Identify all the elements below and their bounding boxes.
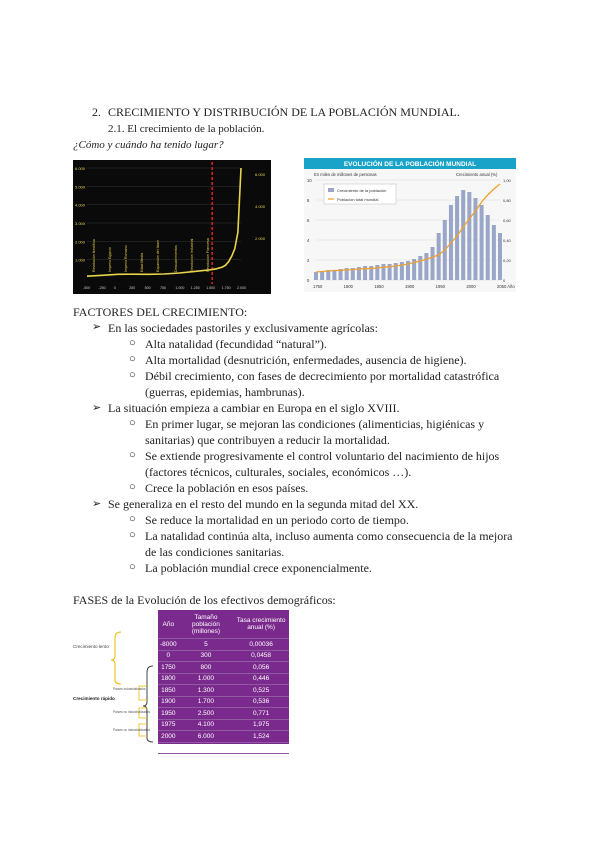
circle-bullet-icon: ○ [129,513,136,525]
fases-side-brackets [73,610,159,744]
right-tick-label: 0,60 [503,218,511,223]
right-tick-label: 0,80 [503,198,511,203]
y-tick-label: 5.000 [75,184,86,190]
column-header-population: Tamaño población (millones) [179,610,234,639]
circle-bullet-icon: ○ [129,449,136,461]
cell-population: 1.300 [179,685,234,697]
right-tick-label: 6.000 [255,172,266,177]
factor-item: La población mundial crece exponencialmente. [145,561,372,575]
growth-bar [486,215,490,280]
cell-growth: 0,0458 [233,650,289,662]
y-tick-label: 4.000 [75,202,86,208]
era-label: Edad Media [140,252,144,272]
x-tick-label: 1.750 [221,286,231,290]
era-label: Descubrimientos [174,245,178,272]
growth-bar [492,225,496,280]
cell-year: 0 [158,650,179,662]
cell-population: 2.500 [179,708,234,720]
subsection-title: 2.1. El crecimiento de la población. [108,123,265,135]
cell-year: 1800 [158,673,179,685]
cell-population: 7.840 [179,742,234,754]
cell-year: 1900 [158,696,179,708]
growth-bar [467,192,471,280]
cell-growth: 1,524 [233,731,289,743]
phase-label-slow: Crecimiento lento [73,644,109,649]
table-row [158,662,289,674]
cell-population: 4.100 [179,719,234,731]
phase-label-fast: Crecimiento rápido [73,696,115,701]
factor-item-cont: (guerras, epidemias, hambrunas). [145,385,305,399]
cell-growth: 0,446 [233,673,289,685]
cell-population: 300 [179,650,234,662]
era-label: Revolución Francesa [206,238,210,272]
x-tick-label: 1850 [374,284,384,289]
column-header-growth: Tasa crecimiento anual (%) [233,610,289,639]
arrow-bullet-icon: ➢ [92,402,102,414]
question-heading: ¿Cómo y cuándo ha tenido lugar? [73,139,224,151]
table-row [158,639,289,651]
table-header-row [158,610,289,639]
right-tick-label: 0,40 [503,238,511,243]
table-row [158,719,289,731]
x-tick-label: -500 [83,286,91,290]
table-row [158,742,289,754]
right-tick-label: 4.000 [255,204,266,209]
factores-title: FACTORES DEL CRECIMIENTO: [73,305,248,319]
cell-population: 1.700 [179,696,234,708]
table-row [158,650,289,662]
y-tick-label: 6.000 [75,166,86,171]
circle-bullet-icon: ○ [129,353,136,365]
population-evolution-chart [304,158,516,292]
factor-item: Débil crecimiento, con fases de decrecimiento por mortalidad catastrófica [145,369,500,383]
cell-population: 800 [179,662,234,674]
circle-bullet-icon: ○ [129,337,136,349]
era-label: Revolución Industrial [190,238,194,272]
era-label: Imperio Egipcio [108,247,112,272]
right-tick-label: 2.000 [255,236,266,241]
x-tick-label: 1.250 [190,286,200,290]
legend-label: Crecimiento de la población [337,188,387,193]
cell-population: 1.000 [179,673,234,685]
cell-growth: 0,525 [233,685,289,697]
factor-item-cont: (factores técnicos, culturales, sociales, económicos …). [145,465,412,479]
table-row [158,685,289,697]
subphase-label: Países no industrializados [113,728,151,732]
left-tick-label: 2 [307,258,310,263]
left-tick-label: 6 [307,218,310,223]
legend-swatch-bar [328,188,334,192]
growth-bar [437,233,441,280]
left-tick-label: 10 [307,178,312,183]
section-number: 2. [92,105,101,119]
x-tick-label: 2000 [466,284,476,289]
x-tick-label: 2.000 [237,286,246,290]
cell-year: 2021 [158,742,179,754]
growth-bar [320,271,324,280]
circle-bullet-icon: ○ [129,529,136,541]
cell-year: 1750 [158,662,179,674]
y-tick-label: 3.000 [75,221,86,226]
right-tick-label: 0 [503,278,506,283]
right-tick-label: 1,00 [503,178,511,183]
x-tick-label: 1950 [435,284,445,289]
factor-item: Se reduce la mortalidad en un periodo corto de tiempo. [145,513,409,527]
factor-group-label: En las sociedades pastoriles y exclusivamente agrícolas: [108,321,378,335]
y-tick-label: 1.000 [75,257,86,263]
cell-growth: 0,536 [233,696,289,708]
era-label: Expansión del Islam [156,239,160,272]
x-tick-label: 1750 [313,284,323,289]
right-tick-label: 0,20 [503,258,511,263]
growth-bar [418,256,422,280]
factor-item: Alta mortalidad (desnutrición, enfermedades, ausencia de higiene). [145,353,467,367]
x-tick-label: 0 [113,286,116,290]
x-tick-label: -250 [98,286,106,290]
growth-bar [431,247,435,280]
column-header-year: Año [158,610,179,639]
cell-year: 2000 [158,731,179,743]
factor-group-label: Se generaliza en el resto del mundo en la segunda mitad del XX. [108,497,419,511]
cell-year: 1975 [158,719,179,731]
chart-title: EVOLUCIÓN DE LA POBLACIÓN MUNDIAL [343,161,477,168]
era-label: Imperio Romano [124,245,128,272]
population-history-chart [73,160,271,294]
section-title: CRECIMIENTO Y DISTRIBUCIÓN DE LA POBLACIÓN MUNDIAL. [108,105,460,119]
growth-bar [314,272,318,280]
legend-label: Población total mundial [337,197,379,202]
cell-year: 1950 [158,708,179,720]
arrow-bullet-icon: ➢ [92,498,102,510]
growth-bar [424,253,428,280]
circle-bullet-icon: ○ [129,561,136,573]
table-row [158,731,289,743]
factor-item-cont: de las condiciones sanitarias. [145,545,285,559]
circle-bullet-icon: ○ [129,417,136,429]
x-tick-label: 2050 Año [497,284,515,289]
growth-bar [381,264,385,280]
cell-growth: 0,771 [233,708,289,720]
arrow-bullet-icon: ➢ [92,321,102,333]
cell-growth: 0,9 [233,742,289,754]
growth-bar [498,233,502,280]
factor-item-cont: sanitarias) que contribuyen a reducir la mortalidad. [145,433,390,447]
x-tick-label: 1800 [343,284,353,289]
table-row [158,696,289,708]
factor-item: Se extiende progresivamente el control voluntario del nacimiento de hijos [145,449,500,463]
factor-item: En primer lugar, se mejoran las condiciones (alimenticias, higiénicas y [145,417,485,431]
cell-growth: 0,00036 [233,639,289,651]
growth-bar [480,205,484,280]
era-label: Revolución Neolítica [92,239,96,272]
left-tick-label: 4 [307,238,310,243]
fases-table [158,610,289,754]
factor-group-label: La situación empieza a cambiar en Europa en el siglo XVIII. [108,401,400,415]
cell-population: 6.000 [179,731,234,743]
circle-bullet-icon: ○ [129,369,136,381]
cell-growth: 0,056 [233,662,289,674]
left-tick-label: 0 [307,278,310,283]
subphase-label: Países no industrializados [113,710,151,714]
cell-year: -8000 [158,639,179,651]
subphase-label: Países industrializados [113,687,146,691]
cell-population: 5 [179,639,234,651]
growth-bar [461,190,465,280]
cell-growth: 1,975 [233,719,289,731]
y-tick-label: 2.000 [75,239,86,245]
x-tick-label: 1.500 [206,286,216,290]
left-tick-label: 8 [307,198,310,203]
x-tick-label: 250 [129,286,136,290]
fases-title: FASES de la Evolución de los efectivos demográficos: [73,593,336,607]
right-axis-label: Crecimiento anual (%) [456,172,498,177]
x-tick-label: 1900 [405,284,415,289]
x-tick-label: 500 [144,286,151,290]
circle-bullet-icon: ○ [129,481,136,493]
left-axis-label: En miles de millones de personas [314,172,377,177]
x-tick-label: 750 [160,286,166,290]
bracket-slow [111,632,121,684]
fases-table-container [158,610,289,752]
table-row [158,673,289,685]
x-tick-label: 1.000 [175,286,185,290]
factor-item: Crece la población en esos países. [145,481,309,495]
growth-bar [332,270,336,280]
table-row [158,708,289,720]
factor-item: Alta natalidad (fecundidad “natural”). [145,337,327,351]
cell-year: 1850 [158,685,179,697]
factor-item: La natalidad continúa alta, incluso aumenta como consecuencia de la mejora [145,529,513,543]
